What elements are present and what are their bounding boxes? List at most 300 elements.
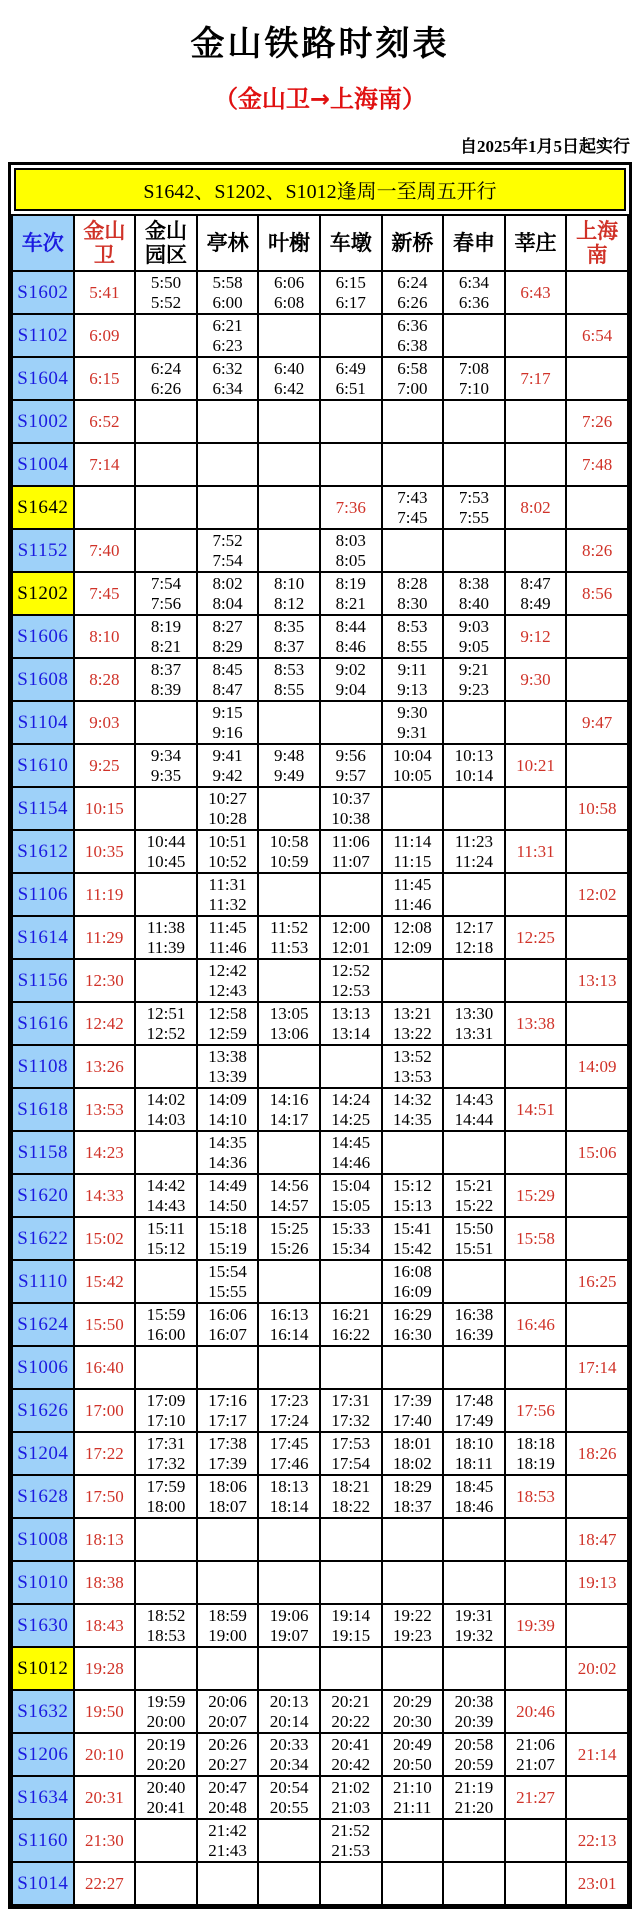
time-cell: 13:13: [566, 959, 628, 1002]
time-cell: [382, 1862, 444, 1905]
train-number: S1612: [12, 830, 74, 873]
time-cell: 19:50: [74, 1690, 136, 1733]
table-row: [12, 1647, 628, 1690]
time-cell: [135, 443, 197, 486]
train-number: S1614: [12, 916, 74, 959]
time-cell: [443, 1819, 505, 1862]
time-cell: 9:12: [505, 615, 567, 658]
time-cell: [382, 443, 444, 486]
train-number: S1620: [12, 1174, 74, 1217]
time-cell: 11:45 11:46: [197, 916, 259, 959]
time-cell: 17:31 17:32: [320, 1389, 382, 1432]
table-row: [12, 1604, 628, 1647]
time-cell: [566, 1088, 628, 1131]
time-cell: 20:49 20:50: [382, 1733, 444, 1776]
time-cell: 13:13 13:14: [320, 1002, 382, 1045]
time-cell: 18:38: [74, 1561, 136, 1604]
time-cell: [320, 1518, 382, 1561]
time-cell: 23:01: [566, 1862, 628, 1905]
time-cell: 19:28: [74, 1647, 136, 1690]
time-cell: [135, 1561, 197, 1604]
time-cell: 6:43: [505, 271, 567, 314]
time-cell: [258, 529, 320, 572]
time-cell: 14:49 14:50: [197, 1174, 259, 1217]
time-cell: [320, 1045, 382, 1088]
time-cell: [505, 1862, 567, 1905]
time-cell: [197, 443, 259, 486]
time-cell: 8:56: [566, 572, 628, 615]
time-cell: 11:23 11:24: [443, 830, 505, 873]
time-cell: [566, 1174, 628, 1217]
time-cell: 12:02: [566, 873, 628, 916]
time-cell: 5:58 6:00: [197, 271, 259, 314]
time-cell: [382, 529, 444, 572]
time-cell: 20:19 20:20: [135, 1733, 197, 1776]
time-cell: 15:06: [566, 1131, 628, 1174]
time-cell: 15:25 15:26: [258, 1217, 320, 1260]
time-cell: [135, 701, 197, 744]
time-cell: 20:13 20:14: [258, 1690, 320, 1733]
time-cell: [443, 400, 505, 443]
weekday-service-banner: S1642、S1202、S1012逢周一至周五开行: [14, 168, 626, 211]
time-cell: [197, 1647, 259, 1690]
train-number: S1630: [12, 1604, 74, 1647]
time-cell: [566, 271, 628, 314]
time-cell: [382, 959, 444, 1002]
time-cell: [443, 1518, 505, 1561]
time-cell: 20:26 20:27: [197, 1733, 259, 1776]
time-cell: 6:40 6:42: [258, 357, 320, 400]
train-number: S1618: [12, 1088, 74, 1131]
table-row: [12, 1131, 628, 1174]
train-number: S1202: [12, 572, 74, 615]
time-cell: 18:45 18:46: [443, 1475, 505, 1518]
train-number: S1008: [12, 1518, 74, 1561]
time-cell: 9:21 9:23: [443, 658, 505, 701]
time-cell: [382, 787, 444, 830]
train-number: S1610: [12, 744, 74, 787]
time-cell: [443, 1131, 505, 1174]
time-cell: 15:59 16:00: [135, 1303, 197, 1346]
time-cell: [566, 744, 628, 787]
time-cell: 20:41 20:42: [320, 1733, 382, 1776]
time-cell: 8:19 8:21: [135, 615, 197, 658]
time-cell: 7:53 7:55: [443, 486, 505, 529]
time-cell: 14:43 14:44: [443, 1088, 505, 1131]
time-cell: [320, 400, 382, 443]
train-number: S1642: [12, 486, 74, 529]
time-cell: 7:40: [74, 529, 136, 572]
time-cell: [505, 1518, 567, 1561]
time-cell: 20:46: [505, 1690, 567, 1733]
time-cell: [566, 1217, 628, 1260]
time-cell: [258, 400, 320, 443]
time-cell: 14:09 14:10: [197, 1088, 259, 1131]
effective-date-note: 自2025年1月5日起实行: [460, 137, 630, 156]
train-number: S1606: [12, 615, 74, 658]
time-cell: [566, 357, 628, 400]
time-cell: 22:13: [566, 1819, 628, 1862]
time-cell: 15:18 15:19: [197, 1217, 259, 1260]
table-row: [12, 1346, 628, 1389]
time-cell: 6:54: [566, 314, 628, 357]
time-cell: 17:48 17:49: [443, 1389, 505, 1432]
time-cell: [505, 701, 567, 744]
time-cell: 9:30 9:31: [382, 701, 444, 744]
time-cell: 6:58 7:00: [382, 357, 444, 400]
table-row: [12, 658, 628, 701]
time-cell: 10:58 10:59: [258, 830, 320, 873]
column-header: 新桥: [382, 215, 444, 271]
time-cell: 13:53: [74, 1088, 136, 1131]
time-cell: [443, 1561, 505, 1604]
train-number: S1106: [12, 873, 74, 916]
time-cell: [258, 1819, 320, 1862]
train-number: S1604: [12, 357, 74, 400]
time-cell: 8:38 8:40: [443, 572, 505, 615]
time-cell: 15:29: [505, 1174, 567, 1217]
time-cell: [443, 701, 505, 744]
time-cell: 20:29 20:30: [382, 1690, 444, 1733]
time-cell: 9:56 9:57: [320, 744, 382, 787]
time-cell: 21:10 21:11: [382, 1776, 444, 1819]
time-cell: 19:31 19:32: [443, 1604, 505, 1647]
train-number: S1628: [12, 1475, 74, 1518]
column-header: 车墩: [320, 215, 382, 271]
time-cell: 6:15: [74, 357, 136, 400]
time-cell: 13:38 13:39: [197, 1045, 259, 1088]
time-cell: [505, 959, 567, 1002]
time-cell: [135, 1346, 197, 1389]
table-row: [12, 744, 628, 787]
table-row: [12, 701, 628, 744]
time-cell: 12:08 12:09: [382, 916, 444, 959]
time-cell: 6:34 6:36: [443, 271, 505, 314]
time-cell: 19:22 19:23: [382, 1604, 444, 1647]
time-cell: 14:09: [566, 1045, 628, 1088]
time-cell: 18:59 19:00: [197, 1604, 259, 1647]
time-cell: 19:59 20:00: [135, 1690, 197, 1733]
time-cell: 5:41: [74, 271, 136, 314]
train-number: S1102: [12, 314, 74, 357]
time-cell: 8:37 8:39: [135, 658, 197, 701]
time-cell: [135, 1045, 197, 1088]
time-cell: 6:24 6:26: [135, 357, 197, 400]
time-cell: 22:27: [74, 1862, 136, 1905]
time-cell: 8:45 8:47: [197, 658, 259, 701]
time-cell: [443, 529, 505, 572]
time-cell: 18:13 18:14: [258, 1475, 320, 1518]
time-cell: 12:51 12:52: [135, 1002, 197, 1045]
table-row: [12, 959, 628, 1002]
time-cell: [505, 1561, 567, 1604]
train-number: S1632: [12, 1690, 74, 1733]
time-cell: 20:47 20:48: [197, 1776, 259, 1819]
time-cell: [135, 959, 197, 1002]
time-cell: [135, 1862, 197, 1905]
time-cell: 8:10: [74, 615, 136, 658]
table-row: [12, 1088, 628, 1131]
time-cell: 7:43 7:45: [382, 486, 444, 529]
time-cell: [443, 873, 505, 916]
column-header: 莘庄: [505, 215, 567, 271]
table-row: [12, 916, 628, 959]
time-cell: 14:35 14:36: [197, 1131, 259, 1174]
train-number: S1626: [12, 1389, 74, 1432]
table-row: [12, 314, 628, 357]
time-cell: [258, 1260, 320, 1303]
time-cell: [197, 1862, 259, 1905]
time-cell: 19:14 19:15: [320, 1604, 382, 1647]
time-cell: 6:21 6:23: [197, 314, 259, 357]
time-cell: 10:37 10:38: [320, 787, 382, 830]
time-cell: 9:34 9:35: [135, 744, 197, 787]
time-cell: 14:24 14:25: [320, 1088, 382, 1131]
train-number: S1616: [12, 1002, 74, 1045]
time-cell: 20:21 20:22: [320, 1690, 382, 1733]
time-cell: 12:42 12:43: [197, 959, 259, 1002]
train-number: S1622: [12, 1217, 74, 1260]
timetable-header: [12, 215, 628, 271]
time-cell: [258, 1647, 320, 1690]
train-number: S1602: [12, 271, 74, 314]
time-cell: 10:44 10:45: [135, 830, 197, 873]
time-cell: 13:26: [74, 1045, 136, 1088]
time-cell: 21:42 21:43: [197, 1819, 259, 1862]
time-cell: 7:45: [74, 572, 136, 615]
table-row: [12, 1518, 628, 1561]
train-number: S1152: [12, 529, 74, 572]
time-cell: 21:02 21:03: [320, 1776, 382, 1819]
time-cell: [135, 486, 197, 529]
time-cell: 9:30: [505, 658, 567, 701]
time-cell: [258, 1045, 320, 1088]
time-cell: 6:15 6:17: [320, 271, 382, 314]
time-cell: 20:54 20:55: [258, 1776, 320, 1819]
column-header: 上海南: [566, 215, 628, 271]
table-row: [12, 1776, 628, 1819]
time-cell: 14:32 14:35: [382, 1088, 444, 1131]
table-row: [12, 1174, 628, 1217]
time-cell: 12:42: [74, 1002, 136, 1045]
train-number: S1012: [12, 1647, 74, 1690]
table-row: [12, 357, 628, 400]
time-cell: [135, 529, 197, 572]
time-cell: [320, 443, 382, 486]
time-cell: [443, 314, 505, 357]
time-cell: 7:17: [505, 357, 567, 400]
time-cell: 17:14: [566, 1346, 628, 1389]
time-cell: 20:31: [74, 1776, 136, 1819]
table-row: [12, 1690, 628, 1733]
time-cell: [382, 1131, 444, 1174]
time-cell: 11:45 11:46: [382, 873, 444, 916]
time-cell: 20:38 20:39: [443, 1690, 505, 1733]
time-cell: 16:08 16:09: [382, 1260, 444, 1303]
time-cell: [505, 1131, 567, 1174]
table-row: [12, 1432, 628, 1475]
time-cell: 12:58 12:59: [197, 1002, 259, 1045]
time-cell: 18:26: [566, 1432, 628, 1475]
column-header: 车次: [12, 215, 74, 271]
time-cell: 9:02 9:04: [320, 658, 382, 701]
time-cell: 12:30: [74, 959, 136, 1002]
time-cell: 15:54 15:55: [197, 1260, 259, 1303]
column-header: 金山卫: [74, 215, 136, 271]
train-number: S1014: [12, 1862, 74, 1905]
time-cell: 12:25: [505, 916, 567, 959]
train-number: S1110: [12, 1260, 74, 1303]
time-cell: 16:29 16:30: [382, 1303, 444, 1346]
time-cell: 18:01 18:02: [382, 1432, 444, 1475]
time-cell: 16:46: [505, 1303, 567, 1346]
time-cell: [566, 1776, 628, 1819]
time-cell: [197, 1346, 259, 1389]
time-cell: 10:15: [74, 787, 136, 830]
time-cell: 5:50 5:52: [135, 271, 197, 314]
time-cell: [505, 314, 567, 357]
time-cell: 11:52 11:53: [258, 916, 320, 959]
train-number: S1002: [12, 400, 74, 443]
train-number: S1006: [12, 1346, 74, 1389]
time-cell: [505, 1260, 567, 1303]
time-cell: 9:25: [74, 744, 136, 787]
time-cell: [320, 701, 382, 744]
time-cell: 9:15 9:16: [197, 701, 259, 744]
table-row: [12, 1561, 628, 1604]
table-row: [12, 400, 628, 443]
time-cell: 21:19 21:20: [443, 1776, 505, 1819]
train-number: S1004: [12, 443, 74, 486]
table-row: [12, 1475, 628, 1518]
time-cell: 21:06 21:07: [505, 1733, 567, 1776]
time-cell: [258, 1131, 320, 1174]
time-cell: 10:58: [566, 787, 628, 830]
time-cell: [382, 1819, 444, 1862]
train-number: S1158: [12, 1131, 74, 1174]
time-cell: 8:19 8:21: [320, 572, 382, 615]
time-cell: 14:33: [74, 1174, 136, 1217]
time-cell: 10:27 10:28: [197, 787, 259, 830]
time-cell: 9:11 9:13: [382, 658, 444, 701]
time-cell: 8:02: [505, 486, 567, 529]
time-cell: 18:43: [74, 1604, 136, 1647]
column-header: 金山园区: [135, 215, 197, 271]
time-cell: 10:04 10:05: [382, 744, 444, 787]
time-cell: 20:10: [74, 1733, 136, 1776]
time-cell: [566, 1604, 628, 1647]
time-cell: 17:00: [74, 1389, 136, 1432]
time-cell: 12:52 12:53: [320, 959, 382, 1002]
time-cell: [566, 658, 628, 701]
time-cell: 16:25: [566, 1260, 628, 1303]
train-number: S1108: [12, 1045, 74, 1088]
time-cell: 10:51 10:52: [197, 830, 259, 873]
time-cell: 20:33 20:34: [258, 1733, 320, 1776]
time-cell: 11:31: [505, 830, 567, 873]
time-cell: 6:52: [74, 400, 136, 443]
table-row: [12, 443, 628, 486]
column-header: 春申: [443, 215, 505, 271]
table-row: [12, 830, 628, 873]
table-row: [12, 1002, 628, 1045]
train-number: S1204: [12, 1432, 74, 1475]
time-cell: 9:03 9:05: [443, 615, 505, 658]
time-cell: [566, 1002, 628, 1045]
time-cell: 18:13: [74, 1518, 136, 1561]
table-row: [12, 1733, 628, 1776]
time-cell: 8:27 8:29: [197, 615, 259, 658]
time-cell: 15:41 15:42: [382, 1217, 444, 1260]
time-cell: [320, 1260, 382, 1303]
train-number: S1104: [12, 701, 74, 744]
time-cell: 16:06 16:07: [197, 1303, 259, 1346]
table-row: [12, 1303, 628, 1346]
time-cell: 14:16 14:17: [258, 1088, 320, 1131]
time-cell: [505, 529, 567, 572]
time-cell: 20:40 20:41: [135, 1776, 197, 1819]
time-cell: [135, 1819, 197, 1862]
train-number: S1634: [12, 1776, 74, 1819]
time-cell: 17:39 17:40: [382, 1389, 444, 1432]
table-row: [12, 572, 628, 615]
train-number: S1160: [12, 1819, 74, 1862]
time-cell: 13:30 13:31: [443, 1002, 505, 1045]
time-cell: [566, 830, 628, 873]
time-cell: 20:58 20:59: [443, 1733, 505, 1776]
time-cell: [566, 486, 628, 529]
time-cell: [135, 1131, 197, 1174]
time-cell: 17:22: [74, 1432, 136, 1475]
time-cell: 15:12 15:13: [382, 1174, 444, 1217]
time-cell: 18:29 18:37: [382, 1475, 444, 1518]
time-cell: 18:10 18:11: [443, 1432, 505, 1475]
time-cell: 6:32 6:34: [197, 357, 259, 400]
time-cell: 21:52 21:53: [320, 1819, 382, 1862]
time-cell: 14:45 14:46: [320, 1131, 382, 1174]
time-cell: 16:38 16:39: [443, 1303, 505, 1346]
time-cell: 18:52 18:53: [135, 1604, 197, 1647]
time-cell: 19:39: [505, 1604, 567, 1647]
time-cell: 14:51: [505, 1088, 567, 1131]
time-cell: 8:53 8:55: [382, 615, 444, 658]
time-cell: 14:42 14:43: [135, 1174, 197, 1217]
time-cell: 9:41 9:42: [197, 744, 259, 787]
time-cell: [443, 787, 505, 830]
time-cell: 11:14 11:15: [382, 830, 444, 873]
time-cell: [74, 486, 136, 529]
time-cell: [197, 1561, 259, 1604]
time-cell: 17:45 17:46: [258, 1432, 320, 1475]
time-cell: [443, 1260, 505, 1303]
time-cell: [566, 1475, 628, 1518]
header-row: [12, 215, 628, 271]
time-cell: [566, 615, 628, 658]
time-cell: 15:50: [74, 1303, 136, 1346]
time-cell: [320, 1346, 382, 1389]
time-cell: 8:28: [74, 658, 136, 701]
time-cell: 10:13 10:14: [443, 744, 505, 787]
time-cell: 11:06 11:07: [320, 830, 382, 873]
time-cell: 17:16 17:17: [197, 1389, 259, 1432]
column-header: 亭林: [197, 215, 259, 271]
time-cell: 16:13 16:14: [258, 1303, 320, 1346]
time-cell: 13:38: [505, 1002, 567, 1045]
time-cell: 9:48 9:49: [258, 744, 320, 787]
timetable-frame: [8, 162, 632, 1909]
time-cell: [258, 873, 320, 916]
time-cell: 12:00 12:01: [320, 916, 382, 959]
